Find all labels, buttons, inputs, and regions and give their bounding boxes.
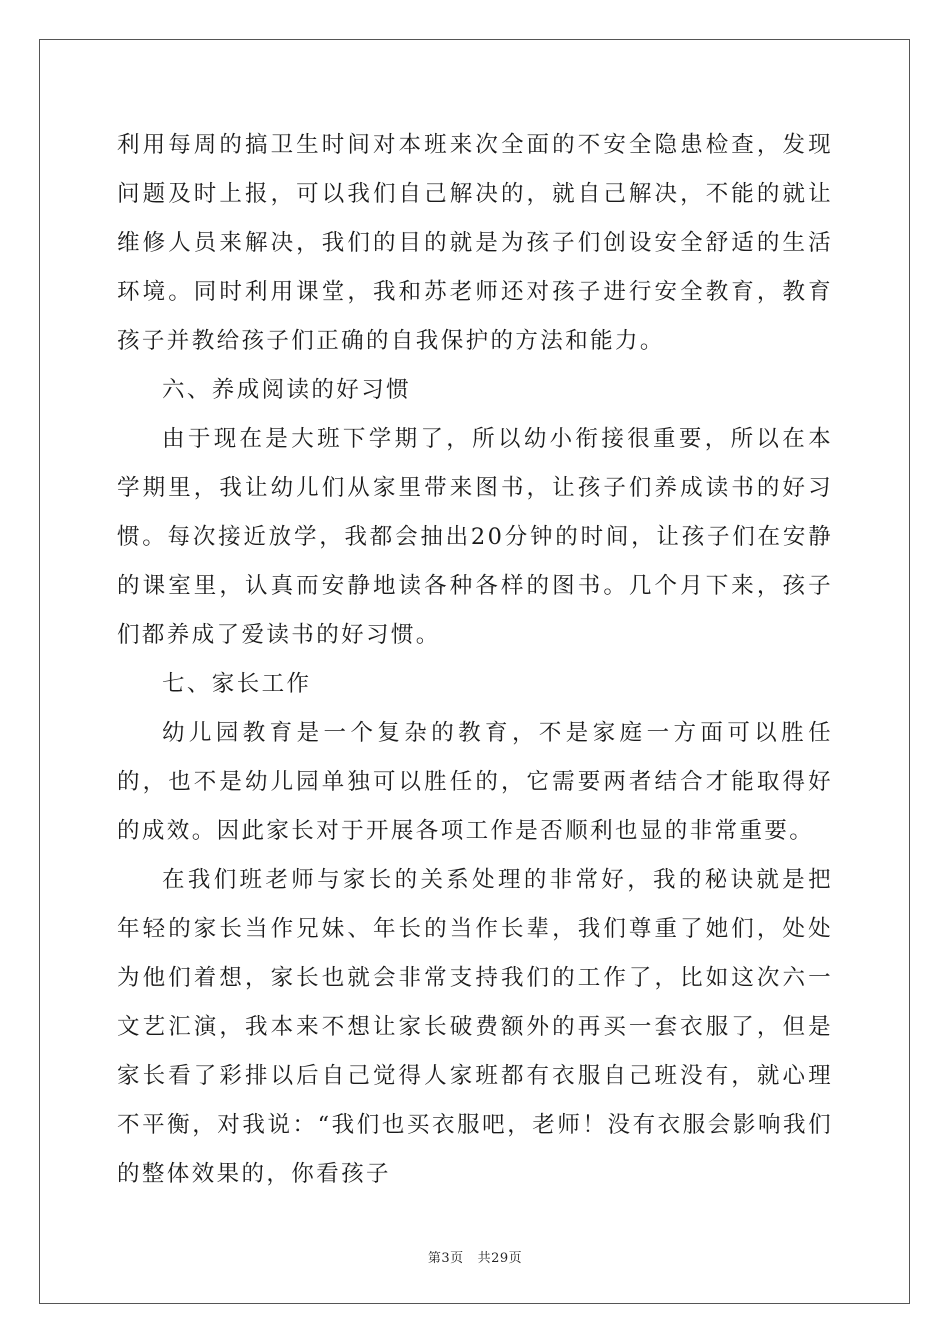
page-footer	[0, 1247, 950, 1266]
paragraph-parent-relations: 在我们班老师与家长的关系处理的非常好，我的秘诀就是把年轻的家长当作兄妹、年长的当作长辈，我们尊重了她们，处处为他们着想，家长也就会非常支持我们的工作了，比如这次六一文艺汇演，我本来不想让家长破费额外的再买一套衣服了，但是家长看了彩排以后自己觉得人家班都有衣服自己班没有，就心理不平衡，对我说：“我们也买衣服吧，老师！没有衣服会影响我们的整体效果的，你看孩子	[117, 867, 833, 1187]
paragraph-reading-habit: 由于现在是大班下学期了，所以幼小衔接很重要，所以在本学期里，我让幼儿们从家里带来图书，让孩子们养成读书的好习惯。每次接近放学，我都会抽出20分钟的时间，让孩子们在安静的课室里，认真而安静地读各种各样的图书。几个月下来，孩子们都养成了爱读书的好习惯。	[117, 426, 833, 648]
section-heading-parents: 七、家长工作	[162, 671, 312, 697]
paragraph-safety-check: 利用每周的搞卫生时间对本班来次全面的不安全隐患检查，发现问题及时上报，可以我们自己解决的，就自己解决，不能的就让维修人员来解决，我们的目的就是为孩子们创设安全舒适的生活环境。同时利用课堂，我和苏老师还对孩子进行安全教育，教育孩子并教给孩子们正确的自我保护的方法和能力。	[117, 132, 833, 354]
page-number: 第3页	[427, 1251, 464, 1266]
document-body	[117, 121, 833, 1199]
section-heading-reading: 六、养成阅读的好习惯	[162, 377, 412, 403]
paragraph-kindergarten-education: 幼儿园教育是一个复杂的教育，不是家庭一方面可以胜任的，也不是幼儿园单独可以胜任的，它需要两者结合才能取得好的成效。因此家长对于开展各项工作是否顺利也显的非常重要。	[117, 720, 833, 844]
page-total: 共29页	[477, 1251, 523, 1266]
